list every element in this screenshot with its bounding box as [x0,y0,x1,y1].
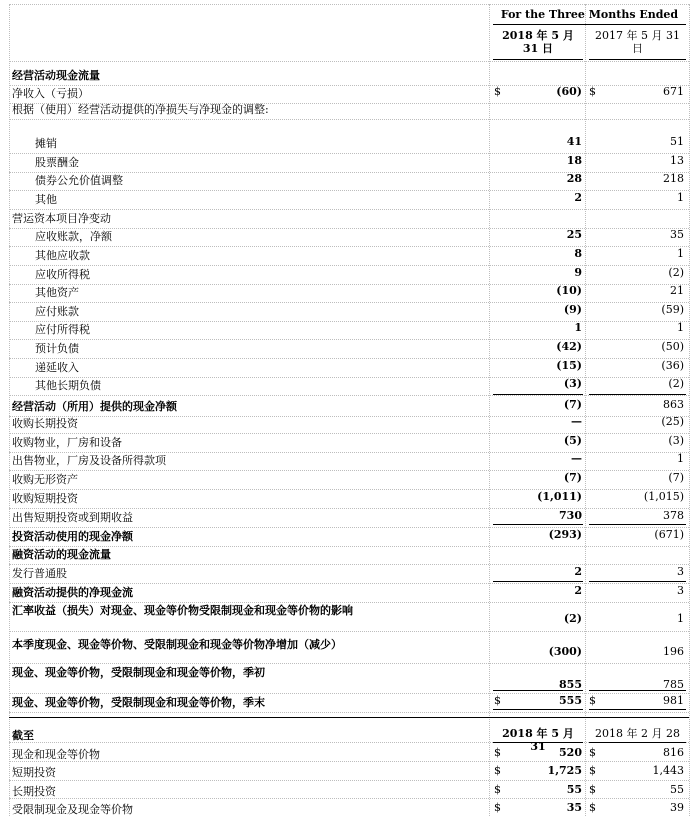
value-2018: 55 [566,783,582,796]
value-2018: 730 [559,509,582,522]
value-2017: (36) [661,359,684,372]
value-2018-feb: 816 [663,746,684,759]
balance-column-header-2018: 2018 年 5 月 31 [502,727,574,753]
value-2018: 855 [559,678,582,691]
row-label: 现金、现金等价物，受限制现金和现金等价物，季末 [12,696,265,709]
value-2018: (42) [556,340,582,353]
row-label: 根据（使用）经营活动提供的净损失与净现金的调整: [12,103,269,116]
value-2017: (59) [661,303,684,316]
balance-column-header-2018-feb: 2018 年 2 月 28 [595,727,680,740]
row-label: 现金和现金等价物 [12,748,100,761]
value-2018: (7) [563,398,582,411]
value-2018: — [571,415,582,428]
value-2017: (671) [654,528,684,541]
value-2018: (7) [563,471,582,484]
value-2017: 196 [663,645,684,658]
value-2017: 35 [670,228,684,241]
column-span-header: For the Three Months Ended [500,8,679,21]
currency-symbol: $ [589,694,596,707]
row-label: 预计负债 [35,342,79,355]
row-label: 经营活动现金流量 [12,69,100,82]
currency-symbol: $ [589,783,596,796]
currency-symbol: $ [494,801,501,814]
value-2018: 41 [566,135,582,148]
value-2017: 981 [663,694,684,707]
currency-symbol: $ [589,801,596,814]
row-label: 投资活动使用的现金净额 [12,530,133,543]
value-2017: 3 [677,584,684,597]
value-2018: 520 [559,746,582,759]
row-label: 应付账款 [35,305,79,318]
row-label: 出售短期投资或到期收益 [12,511,133,524]
value-2018: (2) [563,612,582,625]
value-2018: 1,725 [547,764,582,777]
value-2017: 3 [677,565,684,578]
row-label: 其他资产 [35,286,79,299]
value-2018: (15) [556,359,582,372]
value-2017: (2) [668,266,684,279]
row-label: 其他应收款 [35,249,90,262]
value-2017: 671 [663,85,684,98]
row-label: 应收账款，净额 [35,230,112,243]
row-label: 汇率收益（损失）对现金、现金等价物受限制现金和现金等价物的影响 [12,604,353,617]
value-2017: 863 [663,398,684,411]
row-label: 出售物业，厂房及设备所得款项 [12,454,166,467]
value-2017: (25) [661,415,684,428]
value-2017: 51 [670,135,684,148]
value-2017: (1,015) [643,490,684,503]
value-2017: (50) [661,340,684,353]
value-2017: 1 [677,321,684,334]
currency-symbol: $ [494,694,501,707]
value-2018-feb: 39 [670,801,684,814]
value-2018: (1,011) [537,490,582,503]
value-2017: 21 [670,284,684,297]
row-label: 收购长期投资 [12,417,78,430]
value-2018: 2 [574,584,582,597]
value-2017: (2) [668,377,684,390]
value-2018: 9 [574,266,582,279]
row-label: 股票酬金 [35,156,79,169]
row-label: 经营活动（所用）提供的现金净额 [12,400,177,413]
column-header-2018: 2018 年 5 月 31 日 [502,29,574,55]
value-2018: 18 [566,154,582,167]
value-2018: 2 [574,565,582,578]
row-label: 其他长期负债 [35,379,101,392]
value-2018: 555 [559,694,582,707]
value-2018: — [571,452,582,465]
value-2017: 785 [663,678,684,691]
value-2017: 218 [663,172,684,185]
value-2018-feb: 55 [670,783,684,796]
value-2018: (60) [556,85,582,98]
value-2018: 25 [566,228,582,241]
row-label: 摊销 [35,137,57,150]
row-label: 收购物业，厂房和设备 [12,436,122,449]
value-2017: 1 [677,612,684,625]
value-2018: (293) [548,528,582,541]
value-2017: 13 [670,154,684,167]
value-2018: (3) [563,377,582,390]
value-2018: (9) [563,303,582,316]
value-2018: (10) [556,284,582,297]
row-label: 应收所得税 [35,268,90,281]
row-label: 应付所得税 [35,323,90,336]
value-2018: (5) [563,434,582,447]
value-2017: 378 [663,509,684,522]
value-2018: 2 [574,191,582,204]
currency-symbol: $ [589,85,596,98]
value-2017: 1 [677,452,684,465]
row-label: 受限制现金及现金等价物 [12,803,133,816]
row-label: 融资活动的现金流量 [12,548,111,561]
row-label: 债券公允价值调整 [35,174,123,187]
row-label: 发行普通股 [12,567,67,580]
balance-header-label: 截至 [12,729,34,742]
value-2017: 1 [677,191,684,204]
row-label: 现金、现金等价物，受限制现金和现金等价物，季初 [12,666,265,679]
value-2018: (300) [548,645,582,658]
row-label: 递延收入 [35,361,79,374]
row-label: 其他 [35,193,57,206]
currency-symbol: $ [494,764,501,777]
row-label: 融资活动提供的净现金流 [12,586,133,599]
row-label: 收购无形资产 [12,473,78,486]
value-2018: 8 [574,247,582,260]
value-2018-feb: 1,443 [652,764,684,777]
currency-symbol: $ [494,783,501,796]
row-label: 收购短期投资 [12,492,78,505]
currency-symbol: $ [494,85,501,98]
value-2017: (3) [668,434,684,447]
currency-symbol: $ [589,764,596,777]
value-2018: 1 [574,321,582,334]
value-2017: 1 [677,247,684,260]
column-header-2017: 2017 年 5 月 31 日 [595,29,680,55]
currency-symbol: $ [589,746,596,759]
row-label: 长期投资 [12,785,56,798]
value-2018: 28 [566,172,582,185]
row-label: 净收入（亏损） [12,87,89,100]
row-label: 本季度现金、现金等价物、受限制现金和现金等价物净增加（减少） [12,638,342,651]
value-2017: (7) [668,471,684,484]
currency-symbol: $ [494,746,501,759]
row-label: 短期投资 [12,766,56,779]
row-label: 营运资本项目净变动 [12,212,111,225]
value-2018: 35 [566,801,582,814]
